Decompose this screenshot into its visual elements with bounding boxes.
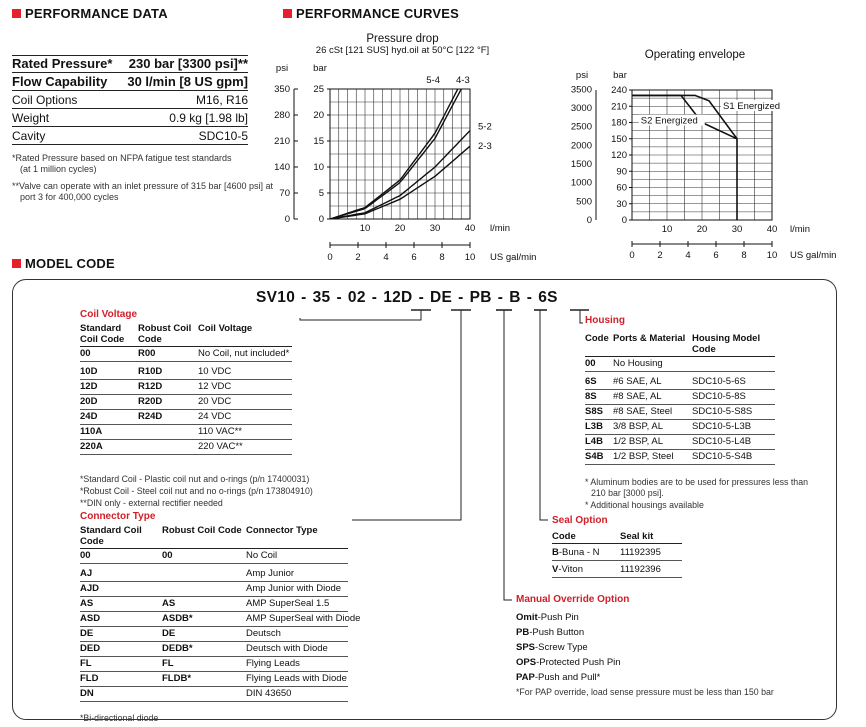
code-separator: -	[418, 289, 425, 306]
x-tick-label: 30	[731, 224, 743, 235]
table-cell: 24D	[80, 411, 98, 422]
header-cell: Standard Coil Code	[80, 525, 142, 547]
y-axis-label: bar	[313, 63, 327, 74]
x-tick-label: 10	[359, 223, 371, 234]
table-cell: L4B	[585, 436, 603, 447]
seal-option-table	[552, 531, 682, 578]
header-cell: Connector Type	[246, 525, 318, 536]
table-cell: 11192395	[620, 547, 661, 558]
x-axis-label: l/min	[490, 223, 511, 234]
series-label: S1 Energized	[723, 100, 781, 112]
table-cell: #8 SAE, Steel	[613, 406, 673, 417]
table-header	[585, 333, 775, 357]
y2-tick-label: 0	[586, 215, 592, 226]
code-separator: -	[336, 289, 342, 306]
override-code: OPS	[516, 657, 537, 668]
y2-tick-label: 2000	[570, 140, 592, 152]
header-cell: Robust Coil Code	[162, 525, 242, 536]
table-cell	[138, 440, 198, 454]
y2-tick-label: 2500	[570, 121, 592, 133]
table-cell: DE	[80, 628, 94, 639]
y-tick-label: 60	[616, 182, 627, 194]
y2-tick-label: 3000	[570, 102, 592, 114]
code-segment: B	[509, 289, 521, 306]
table-row	[80, 612, 361, 627]
header-cell: Ports & Material	[613, 333, 686, 344]
pressure-drop-title: Pressure drop	[366, 33, 439, 45]
code-segment: 6S	[538, 289, 558, 306]
table-cell: 20 VDC	[198, 396, 232, 407]
table-cell: 00	[162, 550, 173, 561]
table-row	[80, 395, 292, 410]
table-row	[80, 567, 348, 582]
table-cell	[138, 425, 198, 439]
connector-type-title: Connector Type	[80, 511, 156, 522]
table-cell: SDC10-5-L4B	[692, 436, 752, 447]
housing-note: * Aluminum bodies are to be used for pressures less than	[585, 477, 808, 487]
y2-tick-label: 140	[274, 162, 290, 173]
override-item	[516, 640, 816, 655]
y2-tick-label: 0	[284, 214, 290, 225]
table-cell: 10D	[80, 366, 98, 377]
performance-data-heading: PERFORMANCE DATA	[12, 6, 168, 21]
table-cell	[692, 357, 775, 371]
y2-tick-label: 1500	[570, 158, 592, 170]
table-cell: 24 VDC	[198, 411, 232, 422]
housing-note: * Additional housings available	[585, 500, 704, 510]
table-cell: Flying Leads	[246, 658, 300, 669]
x2-axis-label: US gal/min	[790, 250, 837, 261]
table-cell: 12D	[80, 381, 98, 392]
table-cell: L3B	[585, 421, 603, 432]
x-tick-label: 40	[766, 224, 778, 235]
perf-row: Coil Options M16, R16	[12, 93, 248, 107]
table-cell: 11192396	[620, 564, 661, 575]
override-code: PB	[516, 627, 530, 638]
table-cell: R10D	[138, 366, 163, 377]
table-cell: Deutsch	[246, 628, 281, 639]
table-cell: 220 VAC**	[198, 441, 243, 452]
table-row	[80, 410, 292, 425]
table-cell: #6 SAE, AL	[613, 376, 662, 387]
x2-tick-label: 2	[355, 252, 361, 263]
table-cell: AJD	[80, 583, 100, 594]
override-desc: -Push Pin	[537, 612, 579, 623]
y2-tick-label: 280	[274, 110, 290, 121]
series-label: 5-2	[478, 121, 492, 133]
table-cell: S4B	[585, 451, 604, 462]
table-cell: 1/2 BSP, AL	[613, 436, 664, 447]
table-row	[80, 657, 348, 672]
x2-axis-label: US gal/min	[490, 252, 537, 263]
perf-row: Flow Capability 30 l/min [8 US gpm]	[12, 74, 248, 89]
override-desc: -Screw Type	[535, 642, 588, 653]
table-cell: 00	[80, 348, 91, 359]
override-item	[516, 625, 816, 640]
table-row	[80, 627, 348, 642]
y-tick-label: 15	[313, 136, 324, 147]
override-code: SPS	[516, 642, 536, 653]
performance-note: *Rated Pressure based on NFPA fatigue test standards	[12, 153, 232, 163]
table-cell: R20D	[138, 396, 163, 407]
seal-code: V	[552, 564, 559, 575]
x-tick-label: 20	[394, 223, 406, 234]
code-segment: SV10	[256, 289, 296, 306]
table-row	[585, 450, 775, 465]
table-cell: ASD	[80, 613, 101, 624]
table-cell: AMP SuperSeal with Diode	[246, 613, 361, 624]
code-separator: -	[458, 289, 464, 306]
table-row	[80, 380, 292, 395]
table-cell: 20D	[80, 396, 98, 407]
table-cell: ASDB*	[162, 613, 193, 624]
connector-line	[580, 310, 583, 323]
coil-voltage-title: Coil Voltage	[80, 309, 138, 320]
table-row	[80, 582, 348, 597]
override-item	[516, 670, 816, 685]
table-cell	[552, 561, 620, 577]
table-cell: No Housing	[613, 358, 663, 369]
code-separator: -	[497, 289, 504, 306]
table-row	[552, 561, 682, 578]
table-cell	[552, 544, 620, 560]
table-header	[552, 531, 682, 544]
table-cell: 00	[585, 358, 596, 369]
code-segment: PB	[469, 289, 492, 306]
y-tick-label: 20	[313, 110, 324, 121]
performance-note: (at 1 million cycles)	[20, 164, 97, 174]
x2-tick-label: 10	[464, 252, 476, 263]
performance-note: **Valve can operate with an inlet pressure of 315 bar [4600 psi] at	[12, 181, 273, 191]
table-row	[80, 549, 348, 564]
table-row	[585, 405, 775, 420]
header-cell: Robust Coil Code	[138, 323, 192, 345]
table-cell: No Coil, nut included*	[198, 348, 290, 359]
override-desc: -Protected Push Pin	[536, 657, 621, 668]
table-row	[80, 365, 292, 380]
connector-line	[352, 310, 461, 520]
table-cell: No Coil	[246, 550, 278, 561]
table-cell: 8S	[585, 391, 597, 402]
y2-tick-label: 350	[274, 84, 290, 95]
x2-tick-label: 4	[685, 250, 691, 261]
y2-tick-label: 210	[274, 136, 290, 147]
x-tick-label: 10	[661, 224, 673, 235]
y2-axis-label: psi	[575, 70, 589, 81]
connector-line	[540, 310, 548, 520]
performance-curves-heading: PERFORMANCE CURVES	[283, 6, 459, 21]
code-separator: -	[371, 289, 378, 306]
table-cell: 110A	[80, 426, 103, 437]
code-segment: 12D	[383, 289, 413, 306]
x2-tick-label: 4	[383, 252, 389, 263]
manual-override-note: *For PAP override, load sense pressure must be less than 150 bar	[516, 687, 774, 697]
x-tick-label: 40	[464, 223, 476, 234]
x2-tick-label: 6	[411, 252, 417, 263]
header-cell: Seal kit	[620, 531, 654, 542]
y-tick-label: 30	[616, 198, 627, 210]
manual-override-list	[516, 610, 816, 685]
table-cell: DEDB*	[162, 643, 193, 654]
x2-tick-label: 8	[741, 250, 747, 261]
x-tick-label: 20	[696, 224, 708, 235]
table-cell: AJ	[80, 568, 93, 579]
code-separator: -	[526, 289, 533, 306]
table-cell: S8S	[585, 406, 603, 417]
table-cell: SDC10-5-8S	[692, 391, 746, 402]
y-tick-label: 10	[313, 162, 324, 173]
table-row	[585, 435, 775, 450]
table-row	[585, 357, 775, 372]
override-code: Omit	[516, 612, 538, 623]
table-cell: FL	[162, 658, 174, 669]
table-cell: 10 VDC	[198, 366, 232, 377]
coil-note: *Standard Coil - Plastic coil nut and o-rings (p/n 17400031)	[80, 474, 310, 484]
header-cell: Coil Voltage	[198, 323, 253, 334]
housing-table	[585, 333, 775, 465]
y-tick-label: 90	[616, 166, 627, 178]
connector-line	[300, 310, 421, 320]
table-cell: 110 VAC**	[198, 426, 243, 437]
table-cell: FLDB*	[162, 673, 192, 684]
y-tick-label: 120	[611, 150, 627, 161]
table-cell: Flying Leads with Diode	[246, 673, 347, 684]
x2-tick-label: 10	[766, 250, 778, 261]
table-row	[80, 672, 348, 687]
y-tick-label: 150	[611, 133, 627, 145]
table-cell: SDC10-5-S4B	[692, 451, 753, 462]
table-cell: Amp Junior	[246, 568, 295, 579]
table-cell: AS	[162, 598, 176, 609]
y-tick-label: 5	[318, 188, 324, 199]
x2-tick-label: 0	[629, 250, 635, 261]
override-desc: -Push and Pull*	[534, 672, 601, 683]
table-cell: AS	[80, 598, 94, 609]
table-cell: DE	[162, 628, 176, 639]
table-cell	[162, 567, 246, 581]
table-row	[80, 687, 348, 702]
table-row	[80, 597, 348, 612]
seal-desc: -Viton	[558, 564, 583, 575]
table-cell: #8 SAE, AL	[613, 391, 662, 402]
x2-tick-label: 0	[327, 252, 333, 263]
perf-row: Cavity SDC10-5	[12, 129, 248, 143]
y2-tick-label: 70	[279, 188, 290, 199]
code-separator: -	[301, 289, 307, 306]
table-cell: 3/8 BSP, AL	[613, 421, 664, 432]
header-cell: Housing Model Code	[692, 333, 761, 355]
series-label: S2 Energized	[640, 115, 698, 127]
table-cell: 6S	[585, 376, 597, 387]
table-cell: DED	[80, 643, 101, 654]
table-cell: 220A	[80, 441, 103, 452]
y-tick-label: 210	[611, 101, 627, 113]
table-row	[80, 347, 292, 362]
seal-code: B	[552, 547, 559, 558]
seal-desc: -Buna - N	[558, 547, 600, 558]
header-cell: Standard Coil Code	[80, 323, 125, 345]
table-row	[585, 420, 775, 435]
coil-voltage-table	[80, 323, 292, 455]
table-cell: DN	[80, 688, 94, 699]
seal-option-title: Seal Option	[552, 515, 608, 526]
table-header	[80, 323, 292, 347]
y-tick-label: 25	[313, 84, 324, 95]
series-label: 2-3	[478, 140, 492, 152]
y-tick-label: 0	[621, 215, 627, 226]
coil-note: **DIN only - external rectifier needed	[80, 498, 223, 508]
y-tick-label: 0	[318, 214, 324, 225]
table-cell: FL	[80, 658, 92, 669]
table-row	[80, 440, 292, 455]
y2-axis-label: psi	[275, 63, 289, 74]
table-header	[80, 525, 348, 549]
coil-note: *Robust Coil - Steel coil nut and no o-rings (p/n 173804910)	[80, 486, 313, 496]
table-cell: 12 VDC	[198, 381, 232, 392]
table-cell: SDC10-5-6S	[692, 376, 746, 387]
performance-note: port 3 for 400,000 cycles	[20, 192, 119, 202]
table-cell	[162, 582, 246, 596]
table-cell: SDC10-5-L3B	[692, 421, 752, 432]
override-desc: -Push Button	[529, 627, 585, 638]
table-row	[585, 390, 775, 405]
x-axis-label: l/min	[790, 224, 811, 235]
model-code-heading: MODEL CODE	[12, 256, 115, 271]
table-cell: FLD	[80, 673, 99, 684]
code-segment: DE	[430, 289, 453, 306]
x-tick-label: 30	[429, 223, 441, 234]
table-cell: R00	[138, 348, 156, 359]
code-segment: 35	[312, 289, 331, 306]
table-cell: DIN 43650	[246, 688, 292, 699]
table-cell: SDC10-5-S8S	[692, 406, 753, 417]
x2-tick-label: 2	[657, 250, 663, 261]
override-code: PAP	[516, 672, 535, 683]
series-label: 5-4	[426, 75, 440, 86]
table-cell	[162, 687, 246, 701]
series-label: 4-3	[456, 75, 470, 86]
connector-type-table	[80, 525, 361, 702]
connector-note: *Bi-directional diode	[80, 713, 159, 723]
x2-tick-label: 8	[439, 252, 445, 263]
manual-override-title: Manual Override Option	[516, 594, 630, 605]
operating-envelope-title: Operating envelope	[644, 49, 746, 61]
code-segment: 02	[347, 289, 366, 306]
pressure-drop-subtitle: 26 cSt [121 SUS] hyd.oil at 50°C [122 °F]	[315, 45, 490, 56]
table-cell: R12D	[138, 381, 163, 392]
housing-note: 210 bar [3000 psi].	[591, 488, 664, 498]
table-row	[80, 642, 348, 657]
table-cell: Deutsch with Diode	[246, 643, 328, 654]
table-row	[552, 544, 682, 561]
table-cell: 00	[80, 550, 91, 561]
y-axis-label: bar	[613, 70, 627, 81]
y2-tick-label: 1000	[570, 177, 592, 189]
table-row	[80, 425, 292, 440]
housing-title: Housing	[585, 315, 625, 326]
y-tick-label: 180	[611, 117, 627, 129]
perf-row: Rated Pressure* 230 bar [3300 psi]**	[12, 56, 248, 71]
table-cell: R24D	[138, 411, 163, 422]
y2-tick-label: 3500	[570, 84, 592, 96]
override-item	[516, 655, 816, 670]
table-row	[585, 375, 775, 390]
connector-line	[504, 310, 512, 600]
table-cell: 1/2 BSP, Steel	[613, 451, 674, 462]
x2-tick-label: 6	[713, 250, 719, 261]
table-cell: AMP SuperSeal 1.5	[246, 598, 330, 609]
perf-row: Weight 0.9 kg [1.98 lb]	[12, 111, 248, 125]
header-cell: Code	[585, 333, 609, 344]
y2-tick-label: 500	[576, 196, 592, 208]
table-cell: Amp Junior with Diode	[246, 583, 342, 594]
header-cell: Code	[552, 531, 576, 542]
override-item	[516, 610, 816, 625]
y-tick-label: 240	[611, 85, 627, 96]
